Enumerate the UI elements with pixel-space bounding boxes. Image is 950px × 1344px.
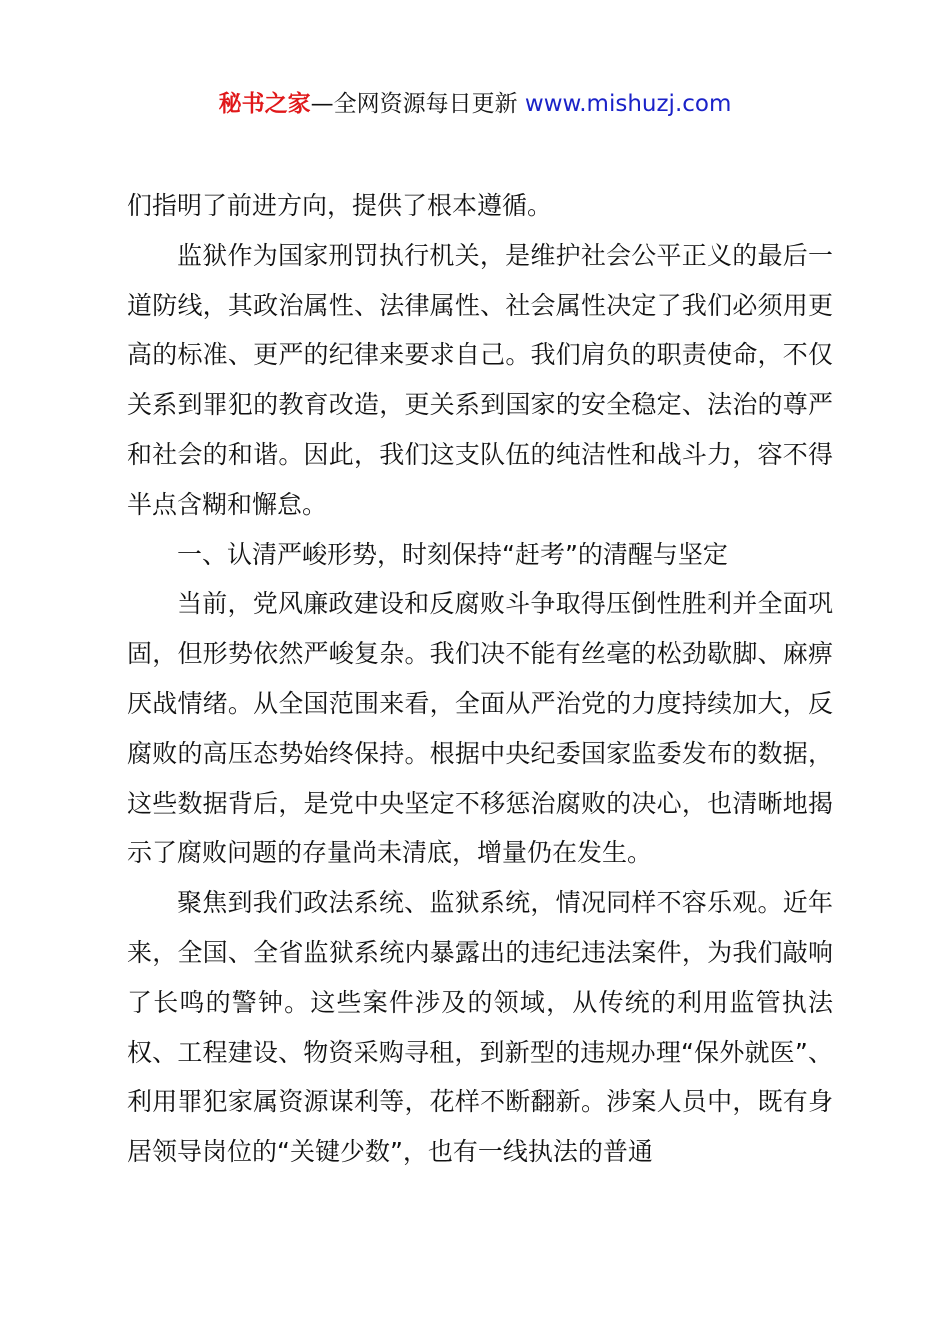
section-heading: 一、认清严峻形势，时刻保持“赶考”的清醒与坚定 [177,539,728,569]
header-brand: 秘书之家 [218,91,311,117]
paragraph-continuation: 们指明了前进方向，提供了根本遵循。 [127,191,553,220]
page-header [0,86,950,122]
header-url[interactable]: www.mishuzj.com [524,91,732,117]
paragraph: 监狱作为国家刑罚执行机关，是维护社会公平正义的最后一道防线，其政治属性、法律属性、社会属性决定了我们必须用更高的标准、更严的纪律来要求自己。我们肩负的职责使命，不仅关系到罪犯的教育改造，更关系到国家的安全稳定、法治的尊严和社会的和谐。因此，我们这支队伍的纯洁性和战斗力，容不得半点含糊和懈怠。 [127,240,833,519]
paragraph: 当前，党风廉政建设和反腐败斗争取得压倒性胜利并全面巩固，但形势依然严峻复杂。我们决不能有丝毫的松劲歇脚、麻痹厌战情绪。从全国范围来看，全面从严治党的力度持续加大，反腐败的高压态势始终保持。根据中央纪委国家监委发布的数据，这些数据背后，是党中央坚定不移惩治腐败的决心，也清晰地揭示了腐败问题的存量尚未清底，增量仍在发生。 [127,589,833,868]
paragraph: 聚焦到我们政法系统、监狱系统，情况同样不容乐观。近年来，全国、全省监狱系统内暴露出的违纪违法案件，为我们敲响了长鸣的警钟。这些案件涉及的领域，从传统的利用监管执法权、工程建设、物资采购寻租，到新型的违规办理“保外就医”、利用罪犯家属资源谋利等，花样不断翻新。涉案人员中，既有身居领导岗位的“关键少数”，也有一线执法的普通 [127,888,833,1167]
document-body [127,181,833,1177]
header-tagline: —全网资源每日更新 [310,91,525,117]
